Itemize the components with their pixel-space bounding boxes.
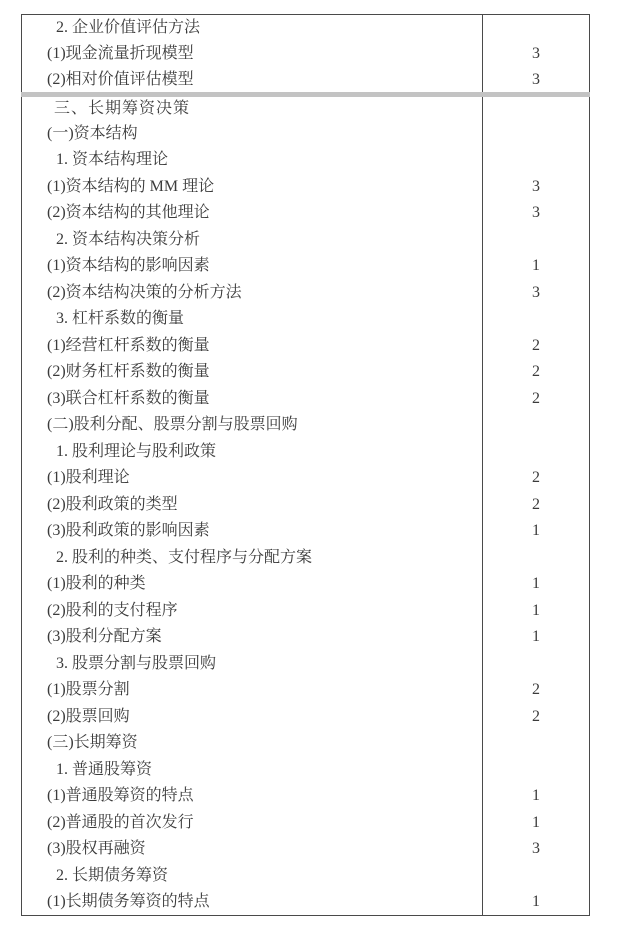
competency-level-value [483, 651, 590, 678]
syllabus-table-body [22, 15, 590, 916]
table-row [22, 359, 590, 386]
topic-label: (1)普通股筹资的特点 [22, 783, 483, 810]
table-row [22, 651, 590, 678]
table-row [22, 333, 590, 360]
competency-level-value [483, 412, 590, 439]
competency-level-value: 2 [532, 707, 540, 725]
competency-level-value: 1 [532, 893, 540, 910]
competency-level-value [483, 757, 590, 784]
table-row [22, 518, 590, 545]
competency-level-value: 3 [532, 840, 540, 858]
competency-level-value [483, 863, 590, 890]
topic-label: (2)普通股的首次发行 [22, 810, 483, 837]
table-row [22, 757, 590, 784]
competency-level-value [483, 15, 590, 42]
table-row [22, 174, 590, 201]
competency-level-value: 2 [532, 681, 540, 699]
table-row [22, 465, 590, 492]
table-row [22, 439, 590, 466]
competency-level-value: 1 [532, 575, 540, 593]
competency-level-value: 2 [532, 469, 540, 487]
topic-label: (3)股利分配方案 [22, 624, 483, 651]
topic-label: (2)资本结构决策的分析方法 [22, 280, 483, 307]
topic-label: (2)股票回购 [22, 704, 483, 731]
topic-label: (2)股利政策的类型 [22, 492, 483, 519]
table-row [22, 94, 590, 121]
topic-label: (1)资本结构的影响因素 [22, 253, 483, 280]
competency-level-value: 1 [532, 522, 540, 540]
competency-level-value [483, 227, 590, 254]
competency-level-value: 1 [532, 601, 540, 619]
topic-label: (三)长期筹资 [22, 730, 483, 757]
table-row [22, 200, 590, 227]
topic-label: (一)资本结构 [22, 121, 483, 148]
competency-level-value: 1 [532, 628, 540, 646]
table-row [22, 889, 590, 916]
competency-level-value: 3 [532, 177, 540, 195]
table-row [22, 704, 590, 731]
topic-label: 3. 股票分割与股票回购 [22, 651, 483, 678]
topic-label: (1)经营杠杆系数的衡量 [22, 333, 483, 360]
competency-level-value: 1 [532, 787, 540, 805]
table-row [22, 545, 590, 572]
table-row [22, 492, 590, 519]
topic-label: (1)股利的种类 [22, 571, 483, 598]
topic-label: (2)相对价值评估模型 [22, 68, 483, 95]
table-row [22, 147, 590, 174]
table-row [22, 227, 590, 254]
competency-level-value: 1 [532, 257, 540, 275]
table-row [22, 810, 590, 837]
topic-label: (1)资本结构的 MM 理论 [22, 174, 483, 201]
topic-label: (1)长期债务筹资的特点 [22, 889, 483, 916]
table-row [22, 386, 590, 413]
topic-label: 2. 长期债务筹资 [22, 863, 483, 890]
topic-label: 1. 普通股筹资 [22, 757, 483, 784]
competency-level-value: 3 [532, 70, 540, 88]
table-row [22, 730, 590, 757]
competency-level-value: 1 [532, 813, 540, 831]
competency-level-value: 2 [532, 389, 540, 407]
topic-label: (1)现金流量折现模型 [22, 41, 483, 68]
table-row [22, 598, 590, 625]
topic-label: 2. 资本结构决策分析 [22, 227, 483, 254]
topic-label: 三、长期筹资决策 [22, 94, 483, 121]
table-row [22, 677, 590, 704]
table-row [22, 836, 590, 863]
topic-label: 1. 资本结构理论 [22, 147, 483, 174]
competency-level-value: 3 [532, 283, 540, 301]
competency-level-value: 3 [532, 204, 540, 222]
topic-label: (1)股票分割 [22, 677, 483, 704]
topic-label: (3)联合杠杆系数的衡量 [22, 386, 483, 413]
competency-level-value: 2 [532, 336, 540, 354]
competency-level-value [483, 121, 590, 148]
competency-level-value [483, 306, 590, 333]
table-row [22, 306, 590, 333]
table-row [22, 783, 590, 810]
competency-level-value: 2 [532, 495, 540, 513]
topic-label: (2)财务杠杆系数的衡量 [22, 359, 483, 386]
competency-level-value [483, 147, 590, 174]
competency-level-value [483, 439, 590, 466]
syllabus-table [21, 14, 590, 916]
competency-level-value: 3 [532, 45, 540, 63]
topic-label: (二)股利分配、股票分割与股票回购 [22, 412, 483, 439]
topic-label: (3)股权再融资 [22, 836, 483, 863]
competency-level-value [483, 730, 590, 757]
table-row [22, 624, 590, 651]
table-row [22, 15, 590, 42]
topic-label: (3)股利政策的影响因素 [22, 518, 483, 545]
table-row [22, 412, 590, 439]
topic-label: (2)资本结构的其他理论 [22, 200, 483, 227]
table-row [22, 571, 590, 598]
topic-label: 2. 企业价值评估方法 [22, 15, 483, 42]
topic-label: 3. 杠杆系数的衡量 [22, 306, 483, 333]
competency-level-value [483, 545, 590, 572]
competency-level-value: 2 [532, 363, 540, 381]
topic-label: (2)股利的支付程序 [22, 598, 483, 625]
table-row [22, 68, 590, 95]
table-row [22, 41, 590, 68]
topic-label: 2. 股利的种类、支付程序与分配方案 [22, 545, 483, 572]
competency-level-value [483, 94, 590, 121]
topic-label: (1)股利理论 [22, 465, 483, 492]
topic-label: 1. 股利理论与股利政策 [22, 439, 483, 466]
table-row [22, 121, 590, 148]
table-row [22, 863, 590, 890]
table-row [22, 253, 590, 280]
table-row [22, 280, 590, 307]
